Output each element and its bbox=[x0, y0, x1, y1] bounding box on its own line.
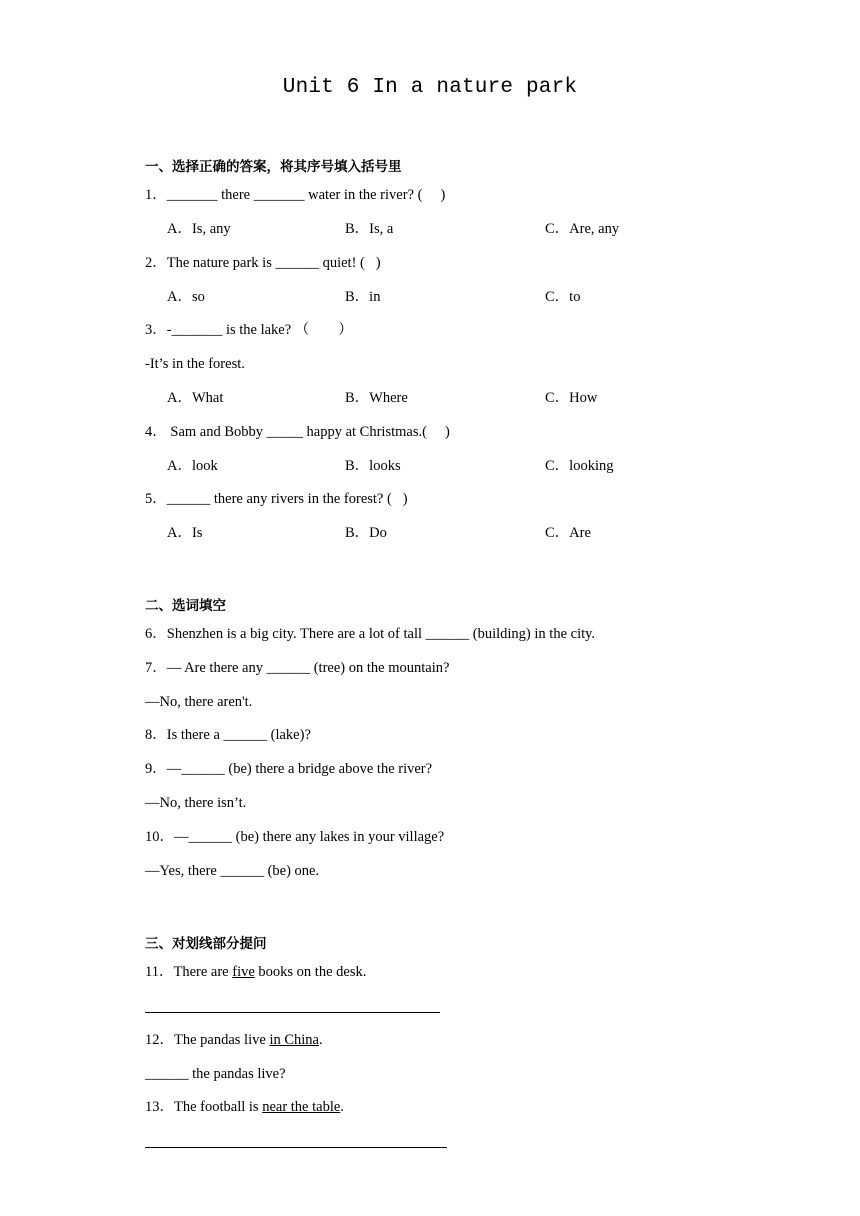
question-2-option-c: C．to bbox=[545, 289, 581, 305]
question-13-suffix: . bbox=[340, 1099, 344, 1115]
section-heading-choice: 一、选择正确的答案，将其序号填入括号里 bbox=[145, 159, 402, 175]
question-4: 4． Sam and Bobby _____ happy at Christmas.( ) bbox=[145, 424, 450, 440]
question-11 bbox=[145, 962, 366, 982]
question-12-underlined: in China bbox=[269, 1032, 319, 1048]
question-3-dialogue-answer: -It’s in the forest. bbox=[145, 356, 245, 372]
question-2: 2．The nature park is ______ quiet! ( ) bbox=[145, 255, 381, 271]
question-4-option-a: A．look bbox=[167, 458, 218, 474]
question-2-option-a: A．so bbox=[167, 289, 205, 305]
question-1-option-b: B．Is, a bbox=[345, 221, 394, 237]
question-1-option-a: A．Is, any bbox=[167, 221, 231, 237]
question-12 bbox=[145, 1030, 323, 1050]
question-11-suffix: books on the desk. bbox=[254, 964, 367, 980]
section-heading-fill-in: 二、选词填空 bbox=[145, 598, 226, 614]
question-3-option-c: C．How bbox=[545, 390, 598, 406]
question-5-option-b: B．Do bbox=[345, 525, 387, 541]
section-heading-questions: 三、对划线部分提问 bbox=[145, 936, 267, 952]
question-12-suffix: . bbox=[318, 1032, 323, 1048]
question-6: 6．Shenzhen is a big city. There are a lot of tall ______ (building) in the city. bbox=[145, 626, 596, 642]
question-7-dialogue-answer: —No, there aren't. bbox=[145, 694, 253, 710]
question-3: 3．-_______ is the lake? （ ） bbox=[145, 322, 353, 338]
answer-line-11 bbox=[145, 1012, 440, 1013]
question-1-option-c: C．Are, any bbox=[545, 221, 620, 237]
question-9-dialogue-answer: —No, there isn’t. bbox=[145, 795, 247, 811]
question-12-prefix: 12．The pandas live bbox=[145, 1032, 270, 1048]
question-8: 8．Is there a ______ (lake)? bbox=[145, 727, 311, 743]
question-13-prefix: 13．The football is bbox=[145, 1099, 263, 1115]
question-7: 7．— Are there any ______ (tree) on the mountain? bbox=[145, 660, 450, 676]
question-2-option-b: B．in bbox=[345, 289, 381, 305]
question-13-underlined: near the table bbox=[262, 1099, 341, 1115]
question-5-option-a: A．Is bbox=[167, 525, 203, 541]
question-11-underlined: five bbox=[232, 964, 255, 980]
question-1: 1．_______ there _______ water in the river? ( ) bbox=[145, 187, 446, 203]
question-5-option-c: C．Are bbox=[545, 525, 591, 541]
question-11-prefix: 11．There are bbox=[145, 964, 233, 980]
question-13 bbox=[145, 1097, 344, 1117]
page-title: Unit 6 In a nature park bbox=[282, 76, 578, 99]
question-4-option-b: B．looks bbox=[345, 458, 401, 474]
question-4-option-c: C．looking bbox=[545, 458, 614, 474]
question-9: 9．—______ (be) there a bridge above the river? bbox=[145, 761, 433, 777]
question-10-dialogue-answer: —Yes, there ______ (be) one. bbox=[145, 863, 320, 879]
question-5: 5．______ there any rivers in the forest? ( ) bbox=[145, 491, 408, 507]
answer-line-13 bbox=[145, 1147, 447, 1148]
question-3-option-a: A．What bbox=[167, 390, 224, 406]
question-10: 10．—______ (be) there any lakes in your village? bbox=[145, 829, 445, 845]
question-3-option-b: B．Where bbox=[345, 390, 408, 406]
question-12-answer-template: ______ the pandas live? bbox=[145, 1066, 286, 1082]
